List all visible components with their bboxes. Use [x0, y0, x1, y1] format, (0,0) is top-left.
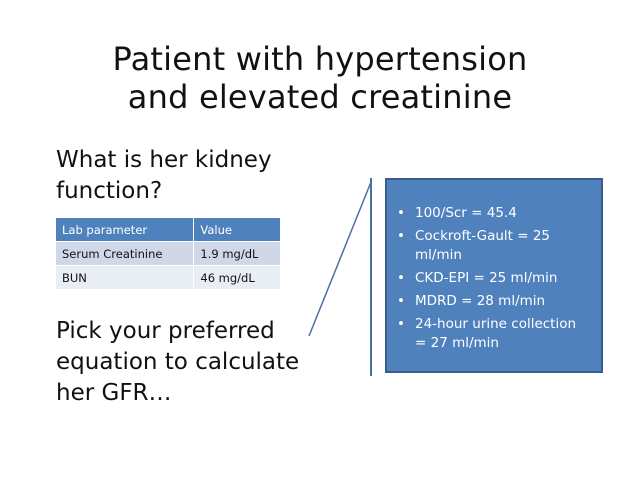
- list-item: [387, 315, 597, 353]
- question-line-2: function?: [56, 178, 163, 204]
- lab-parameter-cell: Serum Creatinine: [56, 242, 194, 266]
- bullet-icon: •: [397, 228, 405, 244]
- gfr-results-callout: [385, 178, 603, 373]
- lab-table-header-parameter: Lab parameter: [56, 218, 194, 242]
- lab-table-header-value: Value: [194, 218, 280, 242]
- list-item-line: ml/min: [415, 247, 462, 263]
- gfr-results-list: [387, 180, 601, 353]
- bullet-icon: •: [397, 316, 405, 332]
- pick-line-2: equation to calculate: [56, 349, 300, 375]
- table-row: [56, 242, 280, 266]
- list-item-line: 100/Scr = 45.4: [415, 205, 517, 221]
- lab-value-cell: 46 mg/dL: [194, 266, 280, 290]
- lab-parameter-cell: BUN: [56, 266, 194, 290]
- slide-title-line-2: and elevated creatinine: [127, 78, 513, 116]
- list-item-line: Cockroft-Gault = 25: [415, 228, 551, 244]
- table-row: [56, 266, 280, 290]
- bullet-icon: •: [397, 205, 405, 221]
- question-line-1: What is her kidney: [56, 147, 272, 173]
- list-item: [387, 227, 597, 265]
- slide-title-line-1: Patient with hypertension: [112, 40, 528, 78]
- lab-value-cell: 1.9 mg/dL: [194, 242, 280, 266]
- list-item-line: = 27 ml/min: [415, 335, 499, 351]
- list-item-line: MDRD = 28 ml/min: [415, 293, 546, 309]
- list-item: [387, 292, 597, 311]
- list-item-line: 24-hour urine collection: [415, 316, 577, 332]
- pick-equation-text: [56, 316, 316, 409]
- question-text: [56, 145, 316, 207]
- bullet-icon: •: [397, 270, 405, 286]
- list-item: [387, 204, 597, 223]
- callout-connector: [300, 170, 390, 390]
- slide-title: [40, 40, 600, 116]
- lab-table: [56, 218, 280, 290]
- list-item-line: CKD-EPI = 25 ml/min: [415, 270, 558, 286]
- pick-line-3: her GFR…: [56, 380, 172, 406]
- list-item: [387, 269, 597, 288]
- callout-pointer-line: [309, 182, 371, 336]
- lab-table-header-row: [56, 218, 280, 242]
- pick-line-1: Pick your preferred: [56, 318, 275, 344]
- bullet-icon: •: [397, 293, 405, 309]
